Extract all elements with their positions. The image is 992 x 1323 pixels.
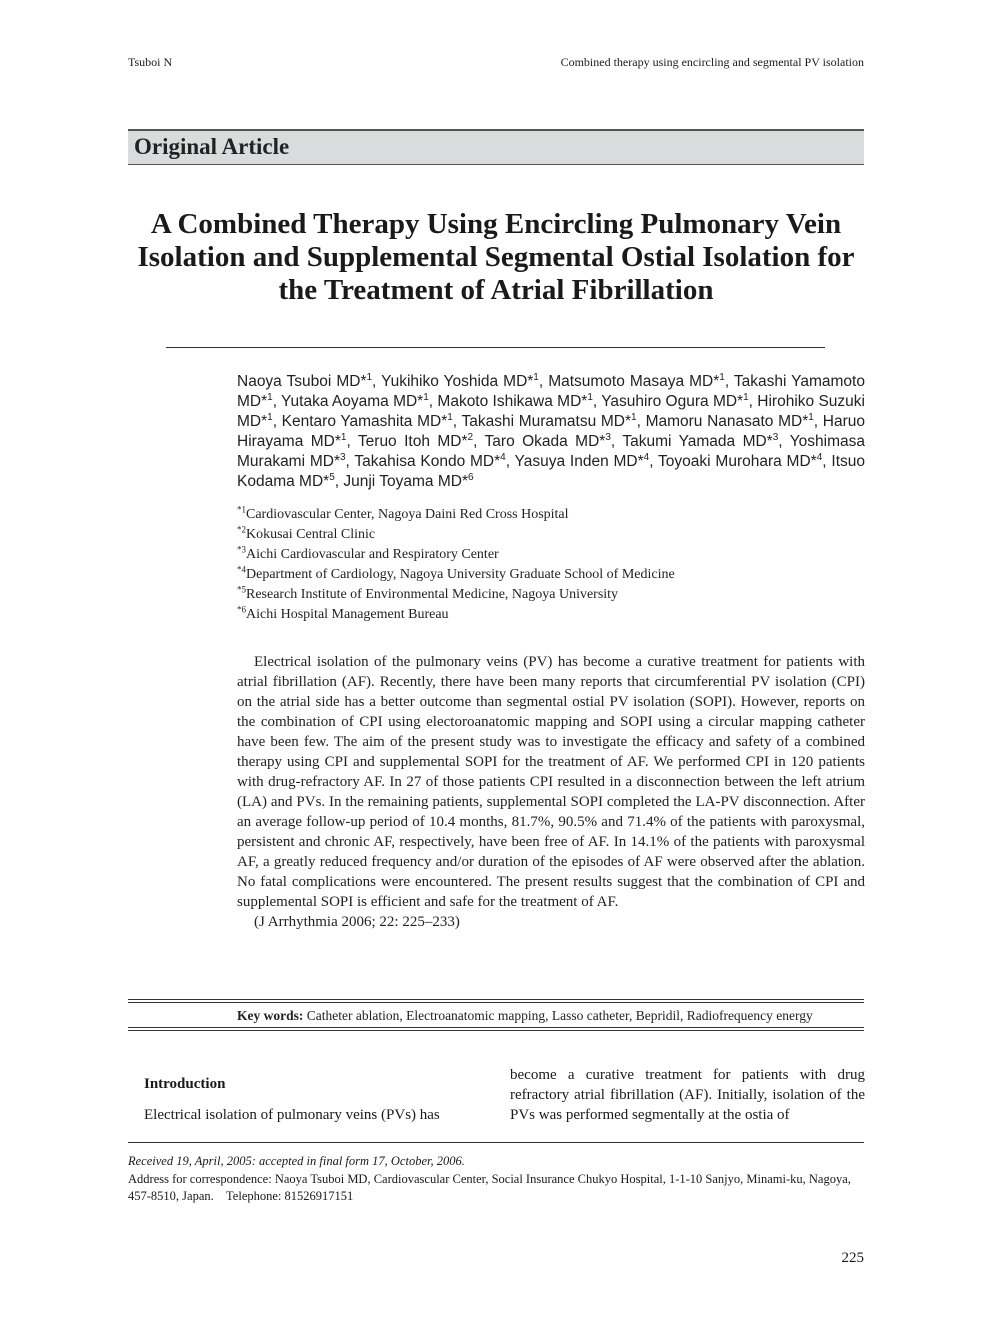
author: Haruo Hirayama MD*$^1$ xyxy=(237,413,865,450)
author: Itsuo Kodama MD*$^5$ xyxy=(237,453,865,490)
author: Taro Okada MD*$^3$ xyxy=(484,431,611,450)
author: Yasuya Inden MD*$^4$ xyxy=(514,451,650,470)
author: Mamoru Nanasato MD*$^1$ xyxy=(645,411,814,430)
footnote-divider xyxy=(128,1142,864,1143)
article-title: A Combined Therapy Using Encircling Pulmonary Vein Isolation and Supplemental Segmental Ostial Isolation for the Treatment of Atrial Fibrillation xyxy=(137,208,855,306)
intro-right-column: become a curative treatment for patients with drug refractory atrial fibrillation (AF). Initially, isolation of the PVs was performed segmentally at the ostia of xyxy=(510,1067,865,1123)
author: Hirohiko Suzuki MD*$^1$ xyxy=(237,393,865,430)
affiliation-item: $^{*5}$Research Institute of Environmental Medicine, Nagoya University xyxy=(237,584,619,602)
author: Yasuhiro Ogura MD*$^1$ xyxy=(601,391,749,410)
author-list: Naoya Tsuboi MD*$^1$, Yukihiko Yoshida MD*$^1$, Matsumoto Masaya MD*$^1$, Takashi Yamamoto MD*$^1$, Yutaka Aoyama MD*$^1$, Makoto Ishikawa MD*$^1$, Yasuhiro Ogura MD*$^1$, Hirohiko Suzuki MD*$^1$, Kentaro Yamashita MD*$^1$, Takashi Muramatsu MD*$^1$, Mamoru Nanasato MD*$^1$, Haruo Hirayama MD*$^1$, Teruo Itoh MD*$^2$, Taro Okada MD*$^3$, Takumi Yamada MD*$^3$, Yoshimasa Murakami MD*$^3$, Takahisa Kondo MD*$^4$, Yasuya Inden MD*$^4$, Toyoaki Murohara MD*$^4$, Itsuo Kodama MD*$^5$, Junji Toyama MD*$^6$ xyxy=(237,371,865,490)
intro-heading: Introduction xyxy=(144,1076,226,1092)
abstract xyxy=(237,652,865,932)
correspondence-address: Address for correspondence: Naoya Tsuboi MD, Cardiovascular Center, Social Insurance Chukyo Hospital, 1-1-10 Sanjyo, Minami-ku, Nagoya, 457-8510, Japan. xyxy=(128,1172,851,1203)
citation: (J Arrhythmia 2006; 22: 225–233) xyxy=(254,914,460,930)
intro-left-column: Electrical isolation of pulmonary veins (PVs) has xyxy=(144,1107,440,1123)
correspondence-telephone: Telephone: 81526917151 xyxy=(226,1189,354,1203)
author: Yukihiko Yoshida MD*$^1$ xyxy=(381,371,539,390)
author: Junji Toyama MD*$^6$ xyxy=(343,471,474,490)
abstract-text: Electrical isolation of the pulmonary veins (PV) has become a curative treatment for patients with atrial fibrillation (AF). Recently, there have been many reports that circumferential PV isolation (CPI) on the atrial side has a better outcome than segmental ostial PV isolation (SOPI). However, reports on the combination of CPI using electoroanatomic mapping and SOPI using a circular mapping catheter have been few. The aim of the present study was to investigate the efficacy and safety of a combined therapy using CPI and supplemental SOPI for the treatment of AF. We performed CPI in 120 patients with drug-refractory AF. In 27 of those patients CPI resulted in a disconnection between the left atrium (LA) and PVs. In the remaining patients, supplemental SOPI completed the LA-PV disconnection. After an average follow-up period of 10.4 months, 81.7%, 90.5% and 71.4% of the patients with paroxysmal, persistent and chronic AF, respectively, have been free of AF. In 14.1% of the patients with paroxysmal AF, a greatly reduced frequency and/or duration of the episodes of AF were observed after the ablation. No fatal complications were encountered. The present results suggest that the combination of CPI and supplemental SOPI is efficient and safe for the treatment of AF. xyxy=(237,654,865,910)
keywords-label: Key words: xyxy=(237,1008,304,1023)
keywords-text: Catheter ablation, Electroanatomic mapping, Lasso catheter, Bepridil, Radiofrequency energy xyxy=(306,1008,813,1023)
affiliation-item: $^{*6}$Aichi Hospital Management Bureau xyxy=(237,604,449,622)
section-banner xyxy=(128,129,864,165)
affiliation-list xyxy=(237,505,865,625)
author: Takashi Yamamoto MD*$^1$ xyxy=(237,373,865,410)
keywords-top-rule xyxy=(128,999,864,1003)
author: Takahisa Kondo MD*$^4$ xyxy=(354,451,506,470)
author: Toyoaki Murohara MD*$^4$ xyxy=(658,451,823,470)
author: Matsumoto Masaya MD*$^1$ xyxy=(548,371,725,390)
author: Takashi Muramatsu MD*$^1$ xyxy=(461,411,637,430)
author: Yutaka Aoyama MD*$^1$ xyxy=(281,391,429,410)
author: Makoto Ishikawa MD*$^1$ xyxy=(437,391,593,410)
author: Naoya Tsuboi MD*$^1$ xyxy=(237,371,373,390)
affiliation-item: $^{*2}$Kokusai Central Clinic xyxy=(237,524,376,542)
affiliation-item: $^{*1}$Cardiovascular Center, Nagoya Daini Red Cross Hospital xyxy=(237,504,569,522)
author: Takumi Yamada MD*$^3$ xyxy=(622,431,779,450)
author: Yoshimasa Murakami MD*$^3$ xyxy=(237,433,865,470)
correspondence xyxy=(128,1171,864,1205)
keywords xyxy=(237,1008,865,1024)
author: Kentaro Yamashita MD*$^1$ xyxy=(281,411,453,430)
affiliation-item: $^{*3}$Aichi Cardiovascular and Respiratory Center xyxy=(237,544,499,562)
affiliation-item: $^{*4}$Department of Cardiology, Nagoya University Graduate School of Medicine xyxy=(237,564,675,582)
running-header-title: Combined therapy using encircling and segmental PV isolation xyxy=(560,55,864,69)
title-divider xyxy=(166,347,825,348)
author: Teruo Itoh MD*$^2$ xyxy=(357,431,474,450)
received-dates: Received 19, April, 2005: accepted in final form 17, October, 2006. xyxy=(128,1154,465,1168)
keywords-bottom-rule xyxy=(128,1027,864,1031)
page-number: 225 xyxy=(841,1250,864,1266)
running-header-author: Tsuboi N xyxy=(128,55,173,69)
section-label: Original Article xyxy=(134,134,290,159)
